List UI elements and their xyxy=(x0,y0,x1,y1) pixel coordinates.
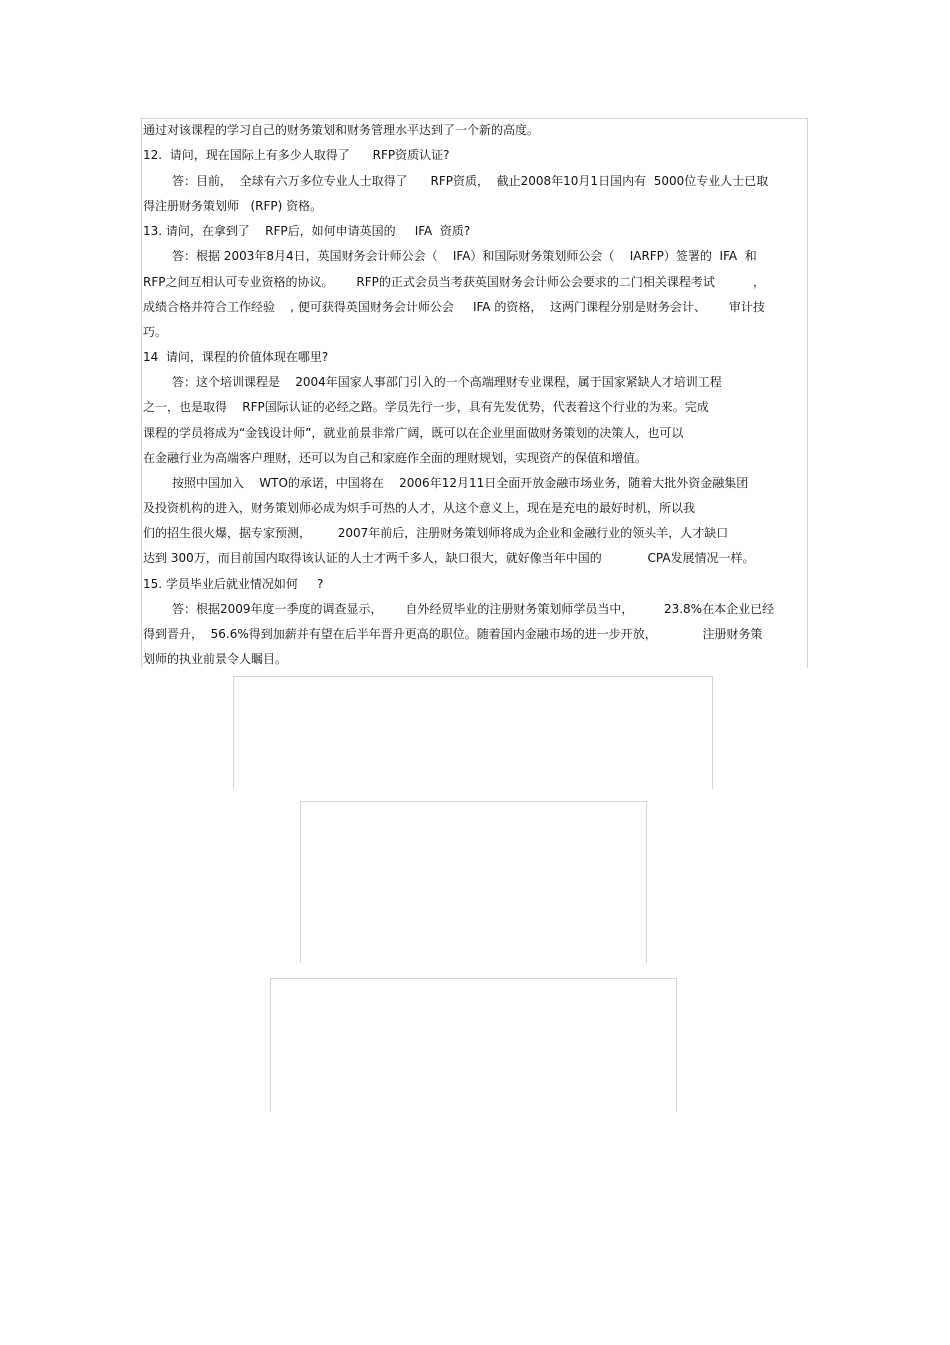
answer-12-line-2: 得注册财务策划师 (RFP) 资格。 xyxy=(143,199,323,213)
paragraph-wto-line-2: 及投资机构的进入，财务策划师必成为炽手可热的人才，从这个意义上，现在是充电的最好时机，所以我 xyxy=(143,501,696,515)
answer-15-line-3: 划师的执业前景令人瞩目。 xyxy=(143,652,288,666)
image-frame-2 xyxy=(300,801,647,963)
answer-14-line-3: 课程的学员将成为“金钱设计师”，就业前景非常广阔，既可以在企业里面做财务策划的决策人，也可以 xyxy=(143,426,684,440)
image-frame-3 xyxy=(270,978,677,1112)
question-12: 12. 请问，现在国际上有多少人取得了 RFP资质认证? xyxy=(143,148,450,162)
question-13: 13. 请问，在拿到了 RFP后，如何申请英国的 IFA 资质? xyxy=(143,224,471,238)
text-line: 通过对该课程的学习自己的财务策划和财务管理水平达到了一个新的高度。 xyxy=(143,123,540,137)
answer-14-line-2: 之一，也是取得 RFP国际认证的必经之路。学员先行一步，具有先发优势，代表着这个行业的为来。完成 xyxy=(143,400,709,414)
image-frame-1 xyxy=(233,676,713,789)
answer-13-line-3: 成绩合格并符合工作经验 , 便可获得英国财务会计师公会 IFA 的资格， 这两门课程分别是财务会计、 审计技 xyxy=(143,300,765,314)
paragraph-wto-line-1: 按照中国加入 WTO的承诺，中国将在 2006年12月11日全面开放金融市场业务，随着大批外资金融集团 xyxy=(172,476,749,490)
answer-14-line-4: 在金融行业为高端客户理财，还可以为自己和家庭作全面的理财规划，实现资产的保值和增值。 xyxy=(143,451,648,465)
answer-13-line-2: RFP之间互相认可专业资格的协议。 RFP的正式会员当考获英国财务会计师公会要求的二门相关课程考试 ， xyxy=(143,275,765,289)
paragraph-wto-line-3: 们的招生很火爆，据专家预测， 2007年前后，注册财务策划师将成为企业和金融行业的领头羊，人才缺口 xyxy=(143,526,729,540)
question-15: 15. 学员毕业后就业情况如何 ? xyxy=(143,577,324,591)
answer-13-line-4: 巧。 xyxy=(143,325,168,339)
answer-15-line-1: 答：根据2009年度一季度的调查显示， 自外经贸毕业的注册财务策划师学员当中， 23.8%在本企业已经 xyxy=(172,602,775,616)
answer-14-line-1: 答：这个培训课程是 2004年国家人事部门引入的一个高端理财专业课程，属于国家紧缺人才培训工程 xyxy=(172,375,722,389)
answer-13-line-1: 答：根据 2003年8月4日，英国财务会计师公会（ IFA）和国际财务策划师公会（ IARFP）签署的 IFA 和 xyxy=(172,249,757,263)
answer-12-line-1: 答：目前， 全球有六万多位专业人士取得了 RFP资质， 截止2008年10月1日国内有 5000位专业人士已取 xyxy=(172,174,769,188)
paragraph-wto-line-4: 达到 300万，而目前国内取得该认证的人士才两千多人，缺口很大，就好像当年中国的 CPA发展情况一样。 xyxy=(143,551,755,565)
question-14: 14 请问，课程的价值体现在哪里? xyxy=(143,350,329,364)
answer-15-line-2: 得到晋升， 56.6%得到加薪并有望在后半年晋升更高的职位。随着国内金融市场的进一步开放， 注册财务策 xyxy=(143,627,763,641)
